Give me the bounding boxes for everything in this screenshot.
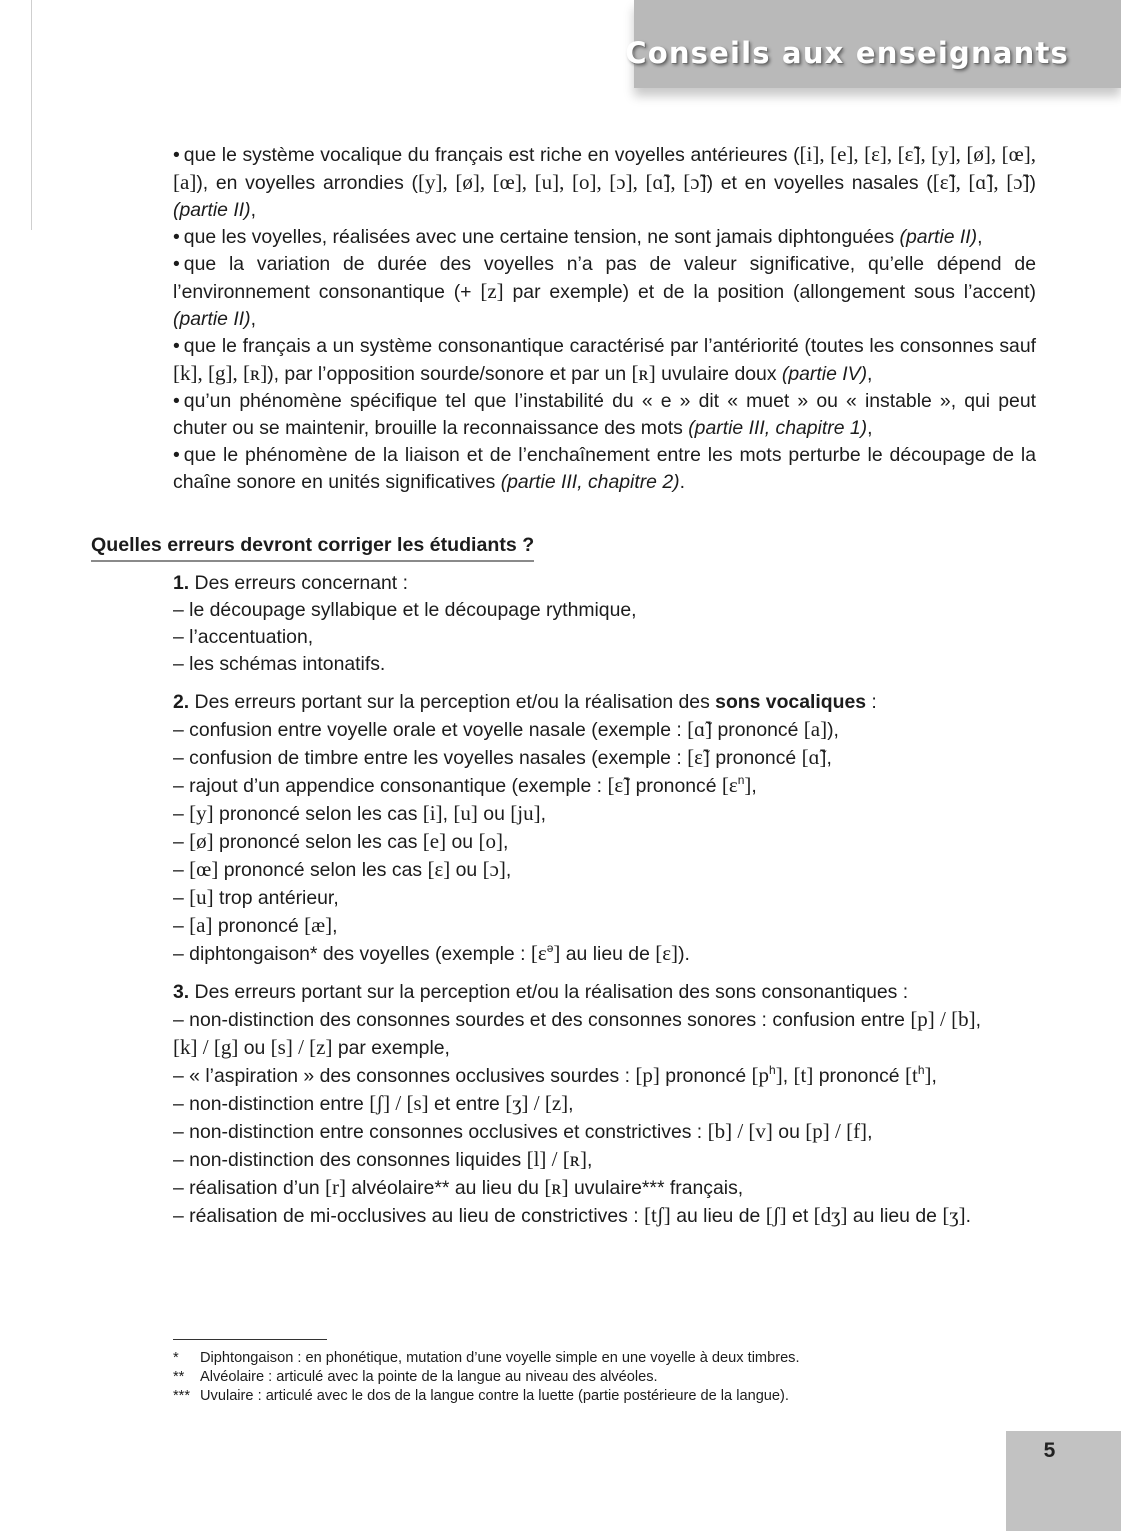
text-segment: au lieu de [847,1205,943,1227]
list-item [173,1118,1043,1146]
bullet-list [173,141,1036,496]
phonetic-symbol: ] [553,941,561,965]
phonetic-symbol: ] [924,1063,932,1087]
header-title: Conseils aux enseignants [625,36,1069,70]
list-item [173,689,1043,716]
text-segment: , [867,363,873,385]
text-segment: trop antérieur, [213,887,339,909]
phonetic-symbol: [k], [g], [ʀ] [173,361,268,385]
list-item [173,800,1043,828]
item-number: 1. [173,572,190,594]
text-segment: – non-distinction entre [173,1093,370,1115]
text-segment: ou [446,831,479,853]
text-segment: , [568,1093,574,1115]
text-segment: que les voyelles, réalisées avec une certaine tension, ne sont jamais diphtonguées [183,226,900,248]
text-segment: prononcé [212,915,305,937]
list-item [173,979,1043,1006]
list-item [173,772,1043,800]
phonetic-symbol: ] [744,773,752,797]
superscript: ə [546,940,554,955]
phonetic-symbol: [s] / [z] [270,1035,333,1059]
text-segment: uvulaire*** français, [568,1177,744,1199]
text-segment: ). [678,943,690,965]
text-segment: que le système vocalique du français est riche en voyelles antérieures ( [183,144,800,166]
phonetic-symbol: [a] [189,913,213,937]
phonetic-symbol: [i] [422,801,443,825]
list-item [173,1034,1043,1062]
text-segment: que le phénomène de la liaison et de l’enchaînement entre les mots perturbe le découpage de la chaîne sonore en unités significatives [173,444,1036,493]
phonetic-symbol: [ʀ] [631,361,656,385]
list-item [173,1090,1043,1118]
bullet-item [173,442,1036,496]
text-segment: et [786,1205,814,1227]
phonetic-symbol: [ɛ [721,773,738,797]
phonetic-symbol: [ʒ] [942,1203,966,1227]
text-segment: ), [827,719,839,741]
phonetic-symbol: [p] / [b] [910,1007,976,1031]
list-item [173,1006,1043,1034]
list-item [173,570,1043,597]
bullet-item [173,141,1036,224]
text-segment: qu’un phénomène spécifique tel que l’instabilité du « e » dit « muet » ou « instable », qui peut chuter ou se maintenir, brouille la reconnaissance des mots [173,390,1036,439]
phonetic-symbol: [ju] [510,801,541,825]
phonetic-symbol: [ɛ] [655,941,679,965]
footnote-mark: *** [173,1388,191,1404]
phonetic-symbol: [p] / [f] [805,1119,868,1143]
text-segment: , [505,859,512,881]
text-segment: , [751,775,757,797]
phonetic-symbol: ] [775,1063,783,1087]
error-group [173,979,1043,1230]
list-item [173,1146,1043,1174]
phonetic-symbol: [l] / [ʀ] [526,1147,587,1171]
text-segment: – [173,831,190,853]
phonetic-symbol: [ø] [189,829,214,853]
bullet-mark: • [173,335,180,357]
phonetic-symbol: [i], [e], [ɛ], [ɛ̃], [y], [ø], [œ], [a] [173,142,1036,194]
phonetic-symbol: [ɑ̃] [687,717,713,741]
item-number: 3. [173,981,190,1003]
text-segment: – [173,887,190,909]
text-segment: . [679,471,685,493]
bullet-item [173,388,1036,442]
phonetic-symbol: [o] [478,829,503,853]
phonetic-symbol: [k] / [g] [173,1035,239,1059]
text-segment: et entre [428,1093,506,1115]
text-segment: , [975,1009,982,1031]
text-segment: prononcé selon les cas [218,859,428,881]
part-reference: (partie III, chapitre 2) [500,471,680,493]
text-segment: : [866,691,877,713]
text-segment: , [250,308,256,330]
text-segment: que la variation de durée des voyelles n’a pas de valeur significative, qu’elle dépend de l’environnement consonantique (+ [173,253,1036,303]
header-band [625,0,1121,88]
text-segment: alvéolaire** au lieu du [345,1177,545,1199]
phonetic-symbol: [u] [189,885,214,909]
item-number: 2. [173,691,190,713]
text-segment: Des erreurs portant sur la perception et/ou la réalisation des sons consonantiques : [189,981,909,1003]
text-segment: – [173,859,190,881]
text-segment: Des erreurs concernant : [189,572,408,594]
text-segment: ou [450,859,483,881]
phonetic-symbol: [ʀ] [544,1175,569,1199]
footnote-mark: ** [173,1369,185,1385]
text-segment: , [782,1065,794,1087]
text-segment: – non-distinction des consonnes sourdes et des consonnes sonores : confusion entre [173,1009,911,1031]
text-segment: ou [238,1037,271,1059]
list-item [173,716,1043,744]
text-segment: – l’accentuation, [173,626,314,648]
text-segment: – [173,803,190,825]
text-segment: – les schémas intonatifs. [173,653,386,675]
text-segment: – « l’aspiration » des consonnes occlusives sourdes : [173,1065,636,1087]
text-segment: – rajout d’un appendice consonantique (exemple : [173,775,608,797]
footnote-text: Uvulaire : articulé avec le dos de la langue contre la luette (partie postérieure de la langue). [200,1388,789,1404]
phonetic-symbol: [a] [803,717,828,741]
list-item [173,1062,1043,1090]
phonetic-symbol: [ɛ̃], [ɑ̃], [ɔ̃] [932,170,1030,194]
text-segment: par exemple) et de la position (allongement sous l’accent) [503,281,1036,303]
text-segment: Des erreurs portant sur la perception et/ou la réalisation des [189,691,716,713]
text-segment: prononcé selon les cas [213,831,423,853]
phonetic-symbol: [æ] [304,913,333,937]
list-item [173,884,1043,912]
text-segment: , [332,915,338,937]
text-segment: – le découpage syllabique et le découpage rythmique, [173,599,637,621]
text-segment: , [586,1149,593,1171]
text-segment: – diphtongaison* des voyelles (exemple : [173,943,531,965]
footnote-text: Diphtongaison : en phonétique, mutation d’une voyelle simple en une voyelle à deux timbres. [200,1350,800,1366]
text-segment: par exemple, [332,1037,450,1059]
margin-rule [31,0,32,230]
text-segment: ), par l’opposition sourde/sonore et par un [267,363,632,385]
text-segment: uvulaire doux [655,363,782,385]
phonetic-symbol: [ɛ [530,941,547,965]
phonetic-symbol: [r] [325,1175,346,1199]
list-item [173,912,1043,940]
text-segment: prononcé [709,747,802,769]
footnote-mark: * [173,1350,179,1366]
part-reference: (partie II) [899,226,978,248]
phonetic-symbol: [ɛ] [427,857,451,881]
phonetic-symbol: [ʒ] / [z] [505,1091,569,1115]
list-item [173,1202,1043,1230]
text-segment: prononcé selon les cas [213,803,423,825]
text-segment: , [977,226,983,248]
text-segment: prononcé [813,1065,905,1087]
phonetic-symbol: [ɑ̃] [801,745,827,769]
error-group [173,570,1043,678]
text-segment: , [826,747,832,769]
bullet-item [173,224,1036,251]
error-group [173,689,1043,968]
text-segment: au lieu de [670,1205,766,1227]
list-item [173,651,1043,678]
bullet-mark: • [173,444,180,466]
text-segment: , [931,1065,937,1087]
phonetic-symbol: [e] [422,829,447,853]
phonetic-symbol: [b] / [v] [707,1119,773,1143]
phonetic-symbol: [t [904,1063,918,1087]
phonetic-symbol: [p] [635,1063,660,1087]
list-item [173,597,1043,624]
phonetic-symbol: [ɔ] [482,857,506,881]
text-segment: , [250,199,256,221]
phonetic-symbol: [ʃ] / [s] [369,1091,429,1115]
text-segment: ou [477,803,511,825]
text-segment: – non-distinction des consonnes liquides [173,1149,527,1171]
phonetic-symbol: [y] [189,801,214,825]
bullet-mark: • [173,390,180,412]
phonetic-symbol: [y], [ø], [œ], [u], [o], [ɔ], [ɑ̃], [ɔ̃] [418,170,707,194]
text-segment: , [502,831,509,853]
phonetic-symbol: [t] [793,1063,814,1087]
text-segment: – réalisation de mi-occlusives au lieu de constrictives : [173,1205,644,1227]
list-item [173,1174,1043,1202]
phonetic-symbol: [z] [480,279,504,303]
phonetic-symbol: [ɛ̃] [687,745,710,769]
footnote [173,1368,873,1387]
list-item [173,624,1043,651]
footnote [173,1387,873,1406]
bullet-mark: • [173,144,180,166]
phonetic-symbol: [u] [453,801,478,825]
part-reference: (partie II) [173,308,251,330]
page-number: 5 [1043,1439,1056,1462]
phonetic-symbol: [ʃ] [765,1203,787,1227]
text-segment: prononcé [659,1065,752,1087]
text-segment: que le français a un système consonantique caractérisé par l’antériorité (toutes les consonnes sauf [183,335,1036,357]
text-segment: . [965,1205,972,1227]
text-segment: – confusion de timbre entre les voyelles nasales (exemple : [173,747,688,769]
text-segment: ), en voyelles arrondies ( [196,172,418,194]
bullet-mark: • [173,226,180,248]
text-segment: , [867,417,873,439]
text-segment: prononcé [630,775,722,797]
list-item [173,744,1043,772]
phonetic-symbol: [p [751,1063,770,1087]
text-segment: , [442,803,454,825]
part-reference: (partie II) [173,199,251,221]
phonetic-symbol: [ɛ̃] [607,773,631,797]
page-number-box [1006,1431,1121,1531]
bold-term: sons vocaliques [715,691,867,713]
text-segment: – réalisation d’un [173,1177,325,1199]
text-segment: – [173,915,190,937]
part-reference: (partie III, chapitre 1) [688,417,868,439]
part-reference: (partie IV) [781,363,868,385]
bullet-item [173,251,1036,333]
text-segment: – non-distinction entre consonnes occlusives et constrictives : [173,1121,708,1143]
footnotes [173,1349,873,1406]
phonetic-symbol: [œ] [189,857,219,881]
list-item [173,856,1043,884]
superscript: n [737,772,745,787]
text-segment: ) [1029,172,1036,194]
text-segment: , [867,1121,873,1143]
error-list [173,570,1043,1241]
phonetic-symbol: [dʒ] [813,1203,848,1227]
bullet-mark: • [173,253,180,275]
footnote-text: Alvéolaire : articulé avec la pointe de la langue au niveau des alvéoles. [200,1369,658,1385]
superscript: h [769,1062,776,1077]
list-item [173,940,1043,968]
text-segment: ) et en voyelles nasales ( [706,172,933,194]
text-segment: , [540,803,546,825]
list-item [173,828,1043,856]
text-segment: au lieu de [560,943,656,965]
bullet-item [173,333,1036,388]
text-segment: prononcé [712,719,804,741]
section-heading: Quelles erreurs devront corriger les étudiants ? [91,532,534,562]
footnote-rule [173,1339,327,1340]
footnote [173,1349,873,1368]
text-segment: – confusion entre voyelle orale et voyelle nasale (exemple : [173,719,688,741]
text-segment: ou [772,1121,806,1143]
superscript: h [917,1062,925,1077]
phonetic-symbol: [tʃ] [643,1203,671,1227]
